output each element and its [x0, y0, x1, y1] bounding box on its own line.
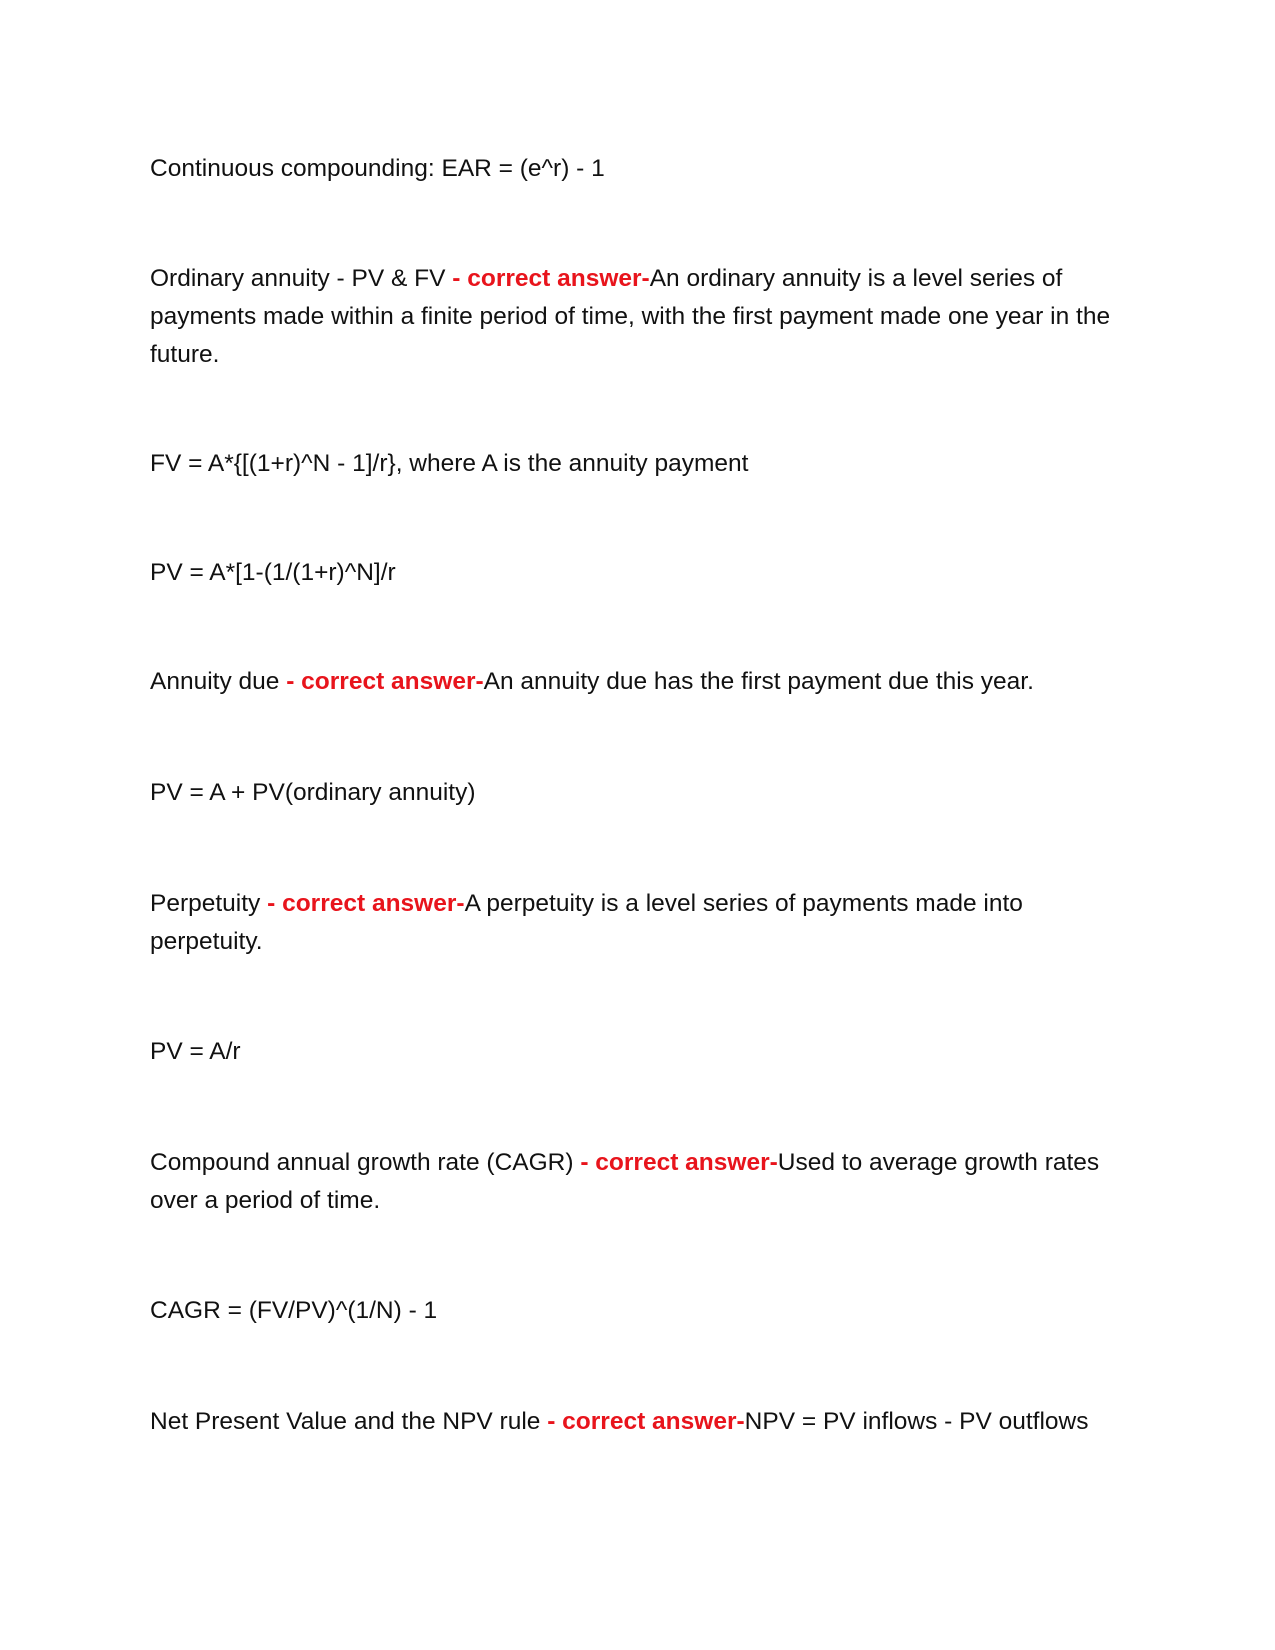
- formula-text: Continuous compounding: EAR = (e^r) - 1: [150, 155, 605, 182]
- answer-marker: - correct answer-: [452, 265, 650, 292]
- qa-ordinary-annuity: [150, 260, 1130, 374]
- answer: Used to average growth rates over a period of time.: [150, 1149, 1100, 1214]
- answer-marker: - correct answer-: [547, 1408, 745, 1435]
- qa-npv: [150, 1403, 1130, 1441]
- answer: NPV = PV inflows - PV outflows: [744, 1408, 1089, 1435]
- formula-text: CAGR = (FV/PV)^(1/N) - 1: [150, 1297, 438, 1324]
- qa-annuity-due: [150, 663, 1130, 701]
- term: Perpetuity: [150, 890, 268, 917]
- answer: A perpetuity is a level series of payments made into perpetuity.: [150, 890, 1023, 955]
- term: Compound annual growth rate (CAGR): [150, 1149, 581, 1176]
- formula-text: PV = A/r: [150, 1038, 241, 1065]
- term: Net Present Value and the NPV rule: [150, 1408, 548, 1435]
- formula-text: PV = A + PV(ordinary annuity): [150, 779, 476, 806]
- answer-marker: - correct answer-: [286, 668, 484, 695]
- term: Annuity due: [150, 668, 287, 695]
- answer: An annuity due has the first payment due this year.: [483, 668, 1034, 695]
- answer: An ordinary annuity is a level series of payments made within a finite period of time, with the first payment made one year in the future.: [150, 265, 1111, 368]
- qa-cagr: [150, 1144, 1130, 1220]
- qa-perpetuity: [150, 885, 1130, 961]
- formula-text: PV = A*[1-(1/(1+r)^N]/r: [150, 559, 396, 586]
- answer-marker: - correct answer-: [267, 890, 465, 917]
- term: Ordinary annuity - PV & FV: [150, 265, 453, 292]
- answer-marker: - correct answer-: [580, 1149, 778, 1176]
- formula-text: FV = A*{[(1+r)^N - 1]/r}, where A is the annuity payment: [150, 450, 749, 477]
